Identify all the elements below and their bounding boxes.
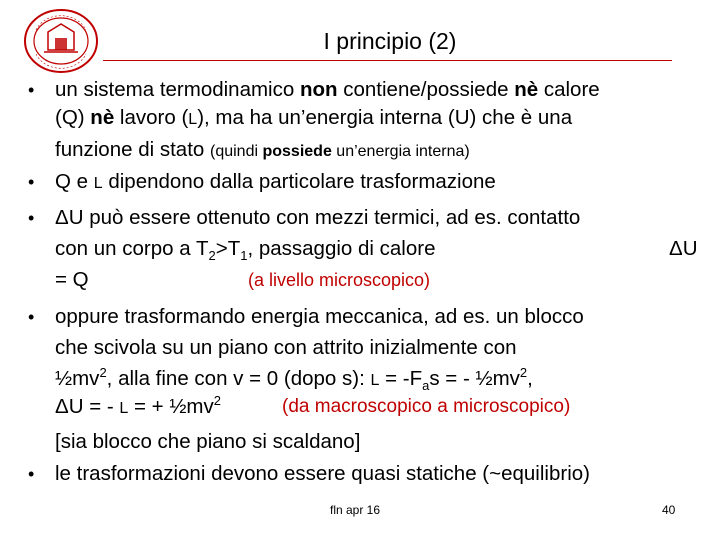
bullet-marker: • [28, 464, 35, 484]
bullet-line: = Q [55, 268, 89, 291]
bullet-line: Q e L dipendono dalla particolare trasformazione [55, 170, 496, 193]
university-seal-logo [22, 8, 100, 74]
bullet-line: funzione di stato (quindi possiede un’energia interna) [55, 138, 470, 161]
bullet-marker: • [28, 307, 35, 327]
bullet-line: oppure trasformando energia meccanica, ad es. un blocco [55, 305, 584, 328]
bullet-line: ΔU può essere ottenuto con mezzi termici, ad es. contatto [55, 206, 581, 229]
delta-u-label: ΔU [669, 237, 698, 260]
bullet-line: con un corpo a $T_2>T_1$, passaggio di calore [55, 237, 436, 264]
bullet-line: che scivola su un piano con attrito inizialmente con [55, 336, 517, 359]
bullet-line: le trasformazioni devono essere quasi statiche (~equilibrio) [55, 462, 590, 485]
page-title: I principio (2) [323, 28, 457, 54]
bullet-line: $\frac{1}{2}mv^2$, alla fine con v = 0 (dopo s): $L = -F_as$ = - $\frac{1}{2}mv^2$, [55, 365, 533, 394]
bullet-line: ΔU = - L = + $\frac{1}{2}mv^2$ [55, 393, 221, 418]
microscopic-note: (a livello microscopico) [248, 270, 431, 290]
bullet-marker: • [28, 172, 35, 192]
macro-to-micro-note: (da macroscopico a microscopico) [282, 396, 571, 417]
title-divider [103, 60, 672, 61]
bullet-line: [sia blocco che piano si scaldano] [55, 430, 361, 453]
page-number: 40 [662, 503, 676, 517]
bullet-marker: • [28, 80, 35, 100]
footer-label: fln apr 16 [330, 503, 381, 517]
bullet-marker: • [28, 208, 35, 228]
bullet-line: (Q) nè lavoro (L), ma ha un’energia interna (U) che è una [55, 106, 573, 129]
bullet-line: un sistema termodinamico non contiene/possiede nè calore [55, 78, 600, 101]
